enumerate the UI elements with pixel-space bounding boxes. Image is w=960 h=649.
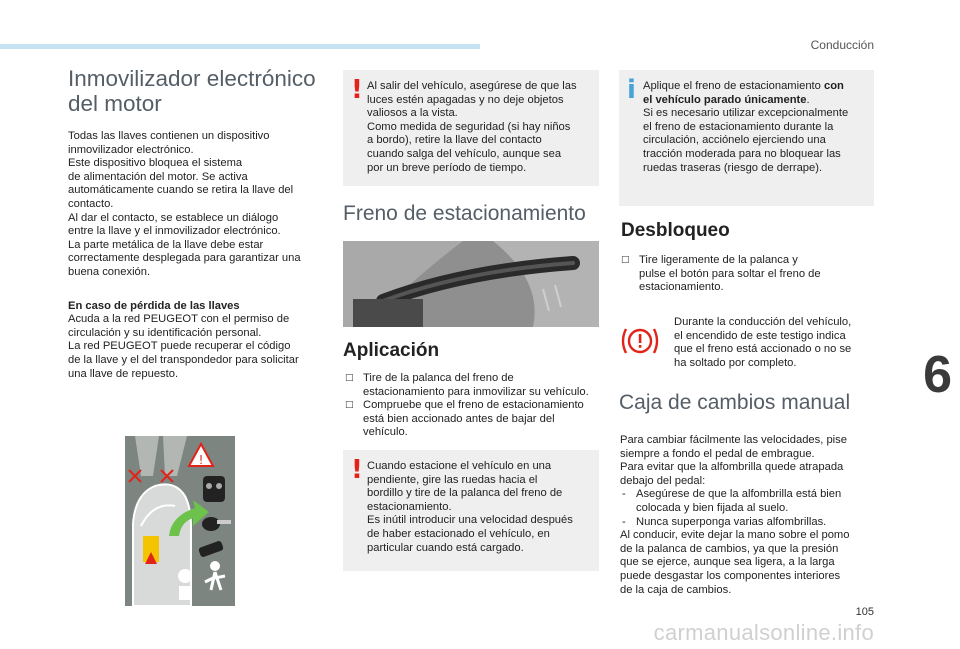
page-number: 105: [855, 606, 874, 618]
key-loss-title: En caso de pérdida de las llaves: [68, 299, 240, 312]
immobilizer-para1: Todas las llaves contienen un dispositivo inmovilizador electrónico. Este dispositivo bloquea el sistema de alimentación del motor. Se activa automáticamente cuando se retira la llave del contacto. Al dar el contacto, se establece un diálogo entre la llave y el inmovilizador electrónico. La parte metálica de la llave debe estar correctamente desplegada para garantizar una buena conexión.: [68, 130, 301, 278]
warning-icon: !: [351, 455, 363, 485]
apply-steps: [345, 372, 601, 440]
section-label: Conducción: [810, 38, 874, 52]
gearbox-intro: Para cambiar fácilmente las velocidades, pise siempre a fondo el pedal de embrague. Para evitar que la alfombrilla quede atrapada debajo del pedal:: [620, 434, 847, 487]
warning-icon: !: [351, 75, 363, 105]
list-item: □ Compruebe que el freno de estacionamiento está bien accionado antes de bajar del vehículo.: [345, 399, 601, 440]
watermark: carmanualsonline.info: [653, 620, 874, 645]
warning-note-exit: [343, 70, 599, 186]
handbrake-lever-icon: [343, 241, 599, 327]
immobilizer-illustration: [125, 436, 235, 606]
brake-lamp-text: Durante la conducción del vehículo, el encendido de este testigo indica que el freno está accionado o no se ha soltado por completo.: [674, 316, 852, 369]
svg-text:!: !: [198, 453, 204, 467]
warning-note-exit-text: Al salir del vehículo, asegúrese de que las luces estén apagadas y no deje objetos valiosos a la vista. Como medida de seguridad (si hay niños a bordo), retire la llave del contacto cuando salga del vehículo, aunque sea por un breve período de tiempo.: [367, 80, 577, 174]
info-note-parked-text: Aplique el freno de estacionamiento con el vehículo parado únicamente. Si es necesario utilizar excepcionalmente el freno de estacionamiento durante la circulación, acciónelo ejerciendo una tracción moderada para no bloquear las ruedas traseras (riesgo de derrape).: [643, 80, 849, 174]
manual-gearbox-section: [620, 434, 878, 597]
list-item: - Nunca superponga varias alfombrillas.: [620, 516, 878, 530]
release-title: Desbloqueo: [621, 220, 730, 241]
warning-note-slope-text: Cuando estacione el vehículo en una pendiente, gire las ruedas hacia el bordillo y tire de la palanca del freno de estacionamiento. Es inútil introducir una velocidad después de haber estacionado el vehículo, en particular cuando está cargado.: [367, 460, 573, 554]
info-note-parked: [619, 70, 874, 206]
info-icon: i: [627, 75, 636, 105]
immobilizer-title: Inmovilizador electrónico del motor: [68, 66, 316, 116]
list-item: □ Tire de la palanca del freno de estacionamiento para inmovilizar su vehículo.: [345, 372, 601, 399]
parking-brake-title: Freno de estacionamiento: [343, 202, 586, 225]
manual-gearbox-title: Caja de cambios manual: [619, 391, 851, 414]
immobilizer-section: [68, 66, 323, 381]
brake-warning-lamp-icon: [618, 322, 662, 360]
gearbox-mat-list: [620, 488, 878, 529]
list-item: □ Tire ligeramente de la palanca y pulse el botón para soltar el freno de estacionamiento.: [621, 254, 871, 295]
apply-title: Aplicación: [343, 340, 440, 361]
warning-note-slope: [343, 450, 599, 571]
release-steps: [621, 254, 871, 295]
list-item: - Asegúrese de que la alfombrilla está bien colocada y bien fijada al suelo.: [620, 488, 878, 515]
chapter-number: 6: [923, 346, 952, 404]
header-bar: [0, 44, 480, 49]
key-loss-para: En caso de pérdida de las llaves Acuda a la red PEUGEOT con el permiso de circulación y su identificación personal. La red PEUGEOT puede recuperar el código de la llave y el del transpondedor para solicitar una llave de repuesto.: [68, 299, 299, 380]
car-key-icon: [125, 436, 235, 606]
parking-brake-photo: [343, 241, 599, 327]
gearbox-outro: Al conducir, evite dejar la mano sobre el pomo de la palanca de cambios, ya que la presión que se ejerce, aunque sea ligera, a la larga puede desgastar los componentes interiores de la caja de cambios.: [620, 529, 850, 596]
